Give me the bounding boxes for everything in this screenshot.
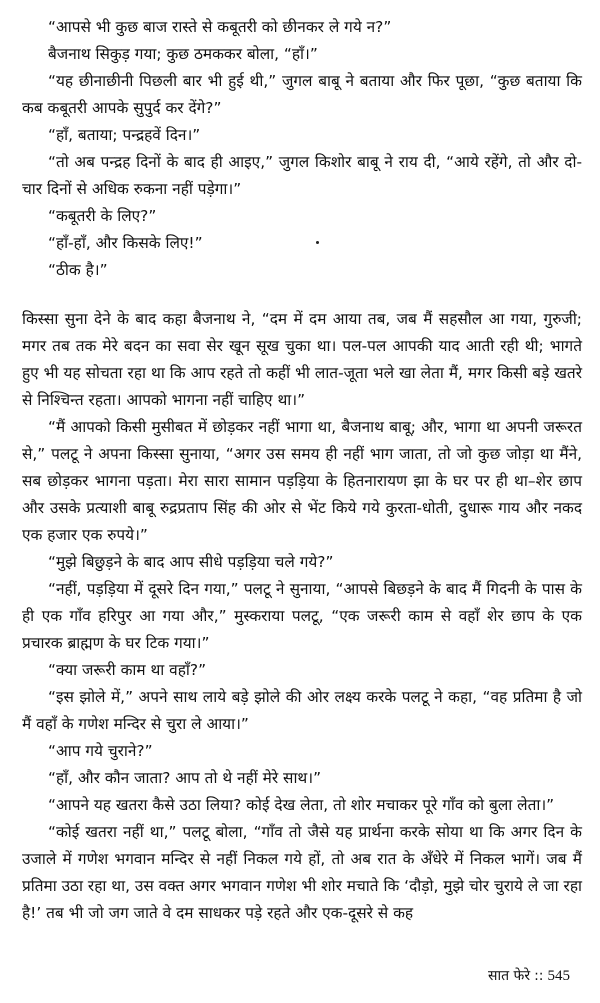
paragraph: बैजनाथ सिकुड़ गया; कुछ ठमककर बोला, “हाँ।” <box>48 45 318 63</box>
paragraph: “यह छीनाछीनी पिछली बार भी हुई थी,” जुगल बाबू ने बताया और फिर पूछा, “कुछ बताया कि कब कबूतरी आपके सुपुर्द कर देंगे?” <box>22 72 582 117</box>
paragraph: “मुझे बिछुड़ने के बाद आप सीधे पड़ड़िया चले गये?” <box>48 553 334 571</box>
paragraph: “हाँ, बताया; पन्द्रहवें दिन।” <box>48 126 201 144</box>
paragraph: “आपने यह खतरा कैसे उठा लिया? कोई देख लेता, तो शोर मचाकर पूरे गाँव को बुला लेता।” <box>48 796 555 814</box>
paragraph: “क्या जरूरी काम था वहाँ?” <box>48 661 207 679</box>
paragraph: “हाँ-हाँ, और किसके लिए!” <box>48 234 203 252</box>
paragraph: “इस झोले में,” अपने साथ लाये बड़े झोले की ओर लक्ष्य करके पलटू ने कहा, “वह प्रतिमा है जो मैं वहाँ के गणेश मन्दिर से चुरा ले आया।” <box>22 688 582 733</box>
footer-separator: :: <box>534 968 544 984</box>
paragraph: “मैं आपको किसी मुसीबत में छोड़कर नहीं भागा था, बैजनाथ बाबू; और, भागा था अपनी जरूरत से,” पलटू ने अपना किस्सा सुनाया, “अगर उस समय ही नहीं भाग जाता, तो जो कुछ जोड़ा था मैंने, सब छोड़कर भागना पड़ता। मेरा सारा सामान पड़ड़िया के हितनारायण झा के घर पर ही था–शेर छाप और उसके प्रत्याशी बाबू रुद्रप्रताप सिंह की ओर से भेंट किये गये कुरता-धोती, दुधारू गाय और नकद एक हजार एक रुपये।” <box>22 418 582 544</box>
paragraph: “हाँ, और कौन जाता? आप तो थे नहीं मेरे साथ।” <box>48 769 322 787</box>
paragraph: “आपसे भी कुछ बाज रास्ते से कबूतरी को छीनकर ले गये न?” <box>48 18 392 36</box>
book-title: सात फेरे <box>488 968 531 984</box>
paragraph: “ठीक है।” <box>48 261 108 279</box>
paragraph: “आप गये चुराने?” <box>48 742 153 760</box>
section-a-dialogue <box>22 14 582 284</box>
paragraph: “कबूतरी के लिए?” <box>48 207 157 225</box>
paragraph: “तो अब पन्द्रह दिनों के बाद ही आइए,” जुगल किशोर बाबू ने राय दी, “आये रहेंगे, तो और दो-चार दिनों से अधिक रुकना नहीं पड़ेगा।” <box>22 153 582 198</box>
page-footer <box>22 966 570 986</box>
paragraph: “नहीं, पड़ड़िया में दूसरे दिन गया,” पलटू ने सुनाया, “आपसे बिछड़ने के बाद मैं गिदनी के पास के ही एक गाँव हरिपुर आ गया और,” मुस्कराया पलटू, “एक जरूरी काम से वहाँ शेर छाप के एक प्रचारक ब्राह्मण के घर टिक गया।” <box>22 580 582 652</box>
print-speck <box>316 241 319 244</box>
section-b-lead-paragraph: किस्सा सुना देने के बाद कहा बैजनाथ ने, “दम में दम आया तब, जब मैं सहसौल आ गया, गुरुजी; मगर तब तक मेरे बदन का सवा सेर खून सूख चुका था। पल-पल आपकी याद आती रही थी; भागते हुए भी यह सोचता रहा था कि आप रहते तो कहीं भी लात-जूता भले खा लेता मैं, मगर किसी बड़े खतरे से निश्चिन्त रहता। आपको भागना नहीं चाहिए था।” <box>22 310 582 409</box>
paragraph: “कोई खतरा नहीं था,” पलटू बोला, “गाँव तो जैसे यह प्रार्थना करके सोया था कि अगर दिन के उजाले में गणेश भगवान मन्दिर से नहीं निकल गये हों, तो अब रात के अँधेरे में निकल भागें। जब मैं प्रतिमा उठा रहा था, उस वक्त अगर भगवान गणेश भी शोर मचाते कि ‘दौड़ो, मुझे चोर चुराये ले जा रहा है!’ तब भी जो जग जाते वे दम साधकर पड़े रहते और एक-दूसरे से कह <box>22 823 582 922</box>
section-b-narrative <box>22 306 582 927</box>
page-number: 545 <box>547 968 570 984</box>
